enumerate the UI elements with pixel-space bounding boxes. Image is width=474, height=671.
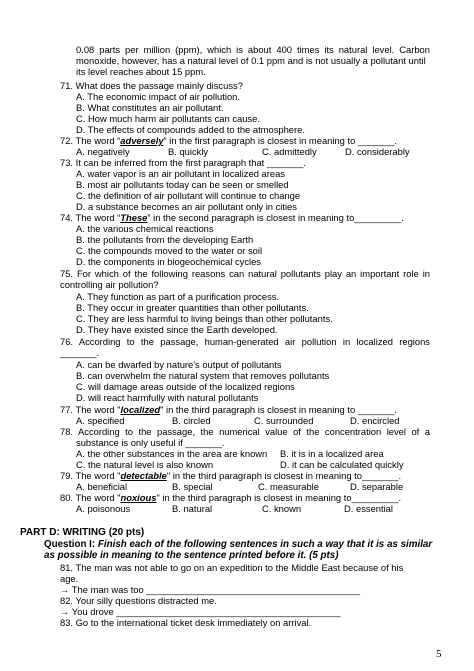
q71-option-c: C. How much harm air pollutants can cause.	[76, 113, 260, 124]
q72-stem-post: ” in the first paragraph is closest in meaning to _______.	[163, 135, 398, 146]
q72-option-c: C. admittedly	[262, 146, 317, 157]
q76-option-d: D. will react harmfully with natural pollutants	[76, 392, 259, 403]
q75-option-a: A. They function as part of a purification process.	[76, 291, 280, 302]
q72-option-b: B. quickly	[168, 146, 209, 157]
q78-option-c: C. the natural level is also known	[76, 459, 214, 470]
q80-stem-pre: 80. The word "	[60, 492, 121, 503]
q78-stem-line-2: substance is only useful if _______.	[76, 437, 225, 448]
q71-option-d: D. The effects of compounds added to the atmosphere.	[76, 124, 305, 135]
q79-option-c: C. measurable	[258, 481, 319, 492]
q76-stem-line-2: _______.	[60, 347, 100, 358]
q81-answer-line: → The man was too _________________________________________	[60, 584, 361, 595]
q71-stem: 71. What does the passage mainly discuss?	[60, 80, 243, 91]
q72-option-a: A. negatively	[76, 146, 130, 157]
q75-stem-line-2: controlling air pollution?	[60, 279, 159, 290]
q74-option-d: D. the components in biogeochemical cycles	[76, 256, 261, 267]
q79-option-a: A. beneficial	[76, 481, 128, 492]
q78-option-a: A. the other substances in the area are known	[76, 448, 268, 459]
q80-option-d: D. essential	[344, 503, 393, 514]
intro-line-1: 0.08 parts per million (ppm), which is about 400 times its natural level. Carbon	[76, 44, 430, 55]
q74-stem	[60, 212, 404, 223]
q76-option-b: B. can overwhelm the natural system that removes pollutants	[76, 370, 330, 381]
q76-option-a: A. can be dwarfed by nature's output of pollutants	[76, 359, 282, 370]
q77-stem-post: " in the third paragraph is closest in meaning to _______.	[160, 404, 397, 415]
q72-stem	[60, 135, 397, 146]
q73-stem: 73. It can be inferred from the first paragraph that _______.	[60, 157, 306, 168]
q77-keyword: localized	[120, 404, 161, 415]
question-1-label: Question I:	[44, 539, 96, 550]
q81-line-2: age.	[60, 573, 79, 584]
q75-option-b: B. They occur in greater quantities than other pollutants.	[76, 302, 309, 313]
q79-stem	[60, 470, 401, 481]
q77-option-c: C. surrounded	[254, 415, 314, 426]
q75-option-d: D. They have existed since the Earth developed.	[76, 324, 278, 335]
question-1-text-line-2: as possible in meaning to the sentence printed before it. (5 pts)	[44, 550, 339, 561]
intro-line-2: monoxide, however, has a natural level of 0.1 ppm and is not usually a pollutant until	[76, 55, 426, 66]
q71-option-b: B. What constitutes an air pollutant.	[76, 102, 224, 113]
q72-keyword: adversely	[120, 135, 164, 146]
q82-answer-line: → You drove ___________________________________________	[60, 606, 341, 617]
part-d-heading: PART D: WRITING (20 pts)	[20, 527, 145, 538]
page-number: 5	[436, 648, 442, 660]
q80-option-a: A. poisonous	[76, 503, 131, 514]
q76-option-c: C. will damage areas outside of the localized regions	[76, 381, 295, 392]
q80-stem-post: " in the third paragraph is closest in meaning to_________.	[156, 492, 402, 503]
q74-option-c: C. the compounds moved to the water or soil	[76, 245, 263, 256]
q74-stem-pre: 74. The word “	[60, 212, 121, 223]
intro-line-3: its level reaches about 15 ppm.	[76, 66, 206, 77]
q73-option-d: D. a substance becomes an air pollutant only in cities	[76, 201, 297, 212]
q80-option-b: B. natural	[172, 503, 213, 514]
q78-stem-line-1: 78. According to the passage, the numerical value of the concentration level of a	[60, 426, 430, 437]
q82-line-1: 82. Your silly questions distracted me.	[60, 595, 217, 606]
q77-stem-pre: 77. The word "	[60, 404, 121, 415]
q75-option-c: C. They are less harmful to living beings than other pollutants.	[76, 313, 333, 324]
q73-option-a: A. water vapor is an air pollutant in localized areas	[76, 168, 285, 179]
q78-option-d: D. it can be calculated quickly	[280, 459, 404, 470]
q83-line-1: 83. Go to the international ticket desk immediately on arrival.	[60, 617, 312, 628]
q71-option-a: A. The economic impact of air pollution.	[76, 91, 240, 102]
q81-line-1: 81. The man was not able to go on an expedition to the Middle East because of his	[60, 562, 404, 573]
q74-keyword: These	[120, 212, 148, 223]
q77-option-a: A. specified	[76, 415, 125, 426]
q72-option-d: D. considerably	[345, 146, 410, 157]
q74-stem-post: ” in the second paragraph is closest in meaning to_________.	[147, 212, 404, 223]
q75-stem-line-1: 75. For which of the following reasons can natural pollutants play an important role in	[60, 268, 430, 279]
q77-option-d: D. encircled	[350, 415, 400, 426]
q80-option-c: C. known	[262, 503, 302, 514]
q77-option-b: B. circled	[172, 415, 211, 426]
q79-option-b: B. special	[172, 481, 213, 492]
q74-option-b: B. the pollutants from the developing Earth	[76, 234, 254, 245]
q72-stem-pre: 72. The word “	[60, 135, 121, 146]
q79-stem-pre: 79. The word "	[60, 470, 121, 481]
q79-stem-post: " in the third paragraph is closest in meaning to_______.	[166, 470, 402, 481]
question-1-instruction	[44, 539, 432, 550]
q79-keyword: detectable	[120, 470, 167, 481]
q78-option-b: B. it is in a localized area	[280, 448, 384, 459]
q73-option-c: C. the definition of air pollutant will continue to change	[76, 190, 301, 201]
q76-stem-line-1: 76. According to the passage, human-generated air pollution in localized regions	[60, 336, 430, 347]
q73-option-b: B. most air pollutants today can be seen or smelled	[76, 179, 289, 190]
q74-option-a: A. the various chemical reactions	[76, 223, 214, 234]
q80-stem	[60, 492, 401, 503]
question-1-text-line-1: Finish each of the following sentences in such a way that it is as similar	[97, 539, 433, 550]
q79-option-d: D. separable	[350, 481, 404, 492]
q77-stem	[60, 404, 397, 415]
q80-keyword: noxious	[120, 492, 157, 503]
